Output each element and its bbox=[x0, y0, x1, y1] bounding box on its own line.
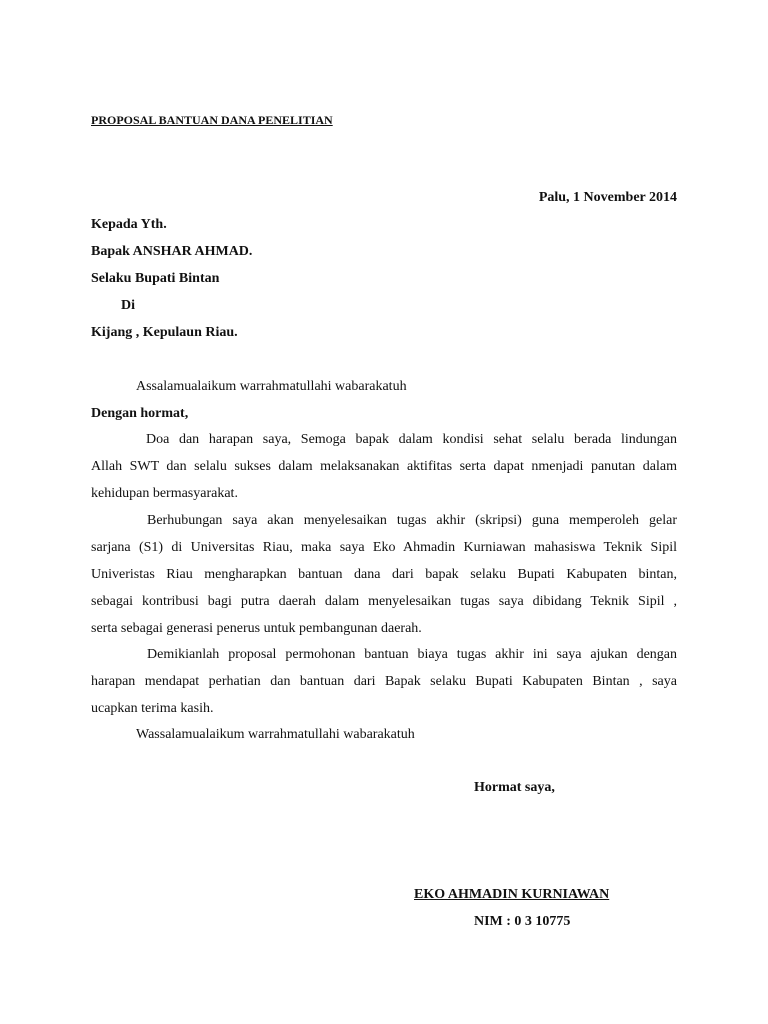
closing-phrase: Hormat saya, bbox=[474, 780, 555, 795]
salutation: Dengan hormat, bbox=[91, 406, 189, 421]
letter-title: PROPOSAL BANTUAN DANA PENELITIAN bbox=[91, 113, 333, 127]
recipient-line-5: Kijang , Kepulaun Riau. bbox=[91, 325, 238, 340]
closing-greeting: Wassalamualaikum warrahmatullahi wabarakatuh bbox=[136, 727, 415, 742]
paragraph-3-line-3: ucapkan terima kasih. bbox=[91, 701, 214, 716]
paragraph-2-line-3: Univeristas Riau mengharapkan bantuan dana dari bapak selaku Bupati Kabupaten bintan, bbox=[91, 567, 677, 582]
recipient-line-1: Kepada Yth. bbox=[91, 217, 167, 232]
paragraph-3-line-2: harapan mendapat perhatian dan bantuan dari Bapak selaku Bupati Kabupaten Bintan , saya bbox=[91, 674, 677, 689]
place-date: Palu, 1 November 2014 bbox=[538, 190, 677, 205]
paragraph-2-line-1: Berhubungan saya akan menyelesaikan tugas akhir (skripsi) guna memperoleh gelar bbox=[147, 513, 677, 528]
paragraph-1-line-2: Allah SWT dan selalu sukses dalam melaksanakan aktifitas serta dapat nmenjadi panutan dalam bbox=[91, 459, 677, 474]
signer-name: EKO AHMADIN KURNIAWAN bbox=[414, 887, 610, 902]
recipient-line-3: Selaku Bupati Bintan bbox=[91, 271, 220, 286]
paragraph-2-line-5: serta sebagai generasi penerus untuk pembangunan daerah. bbox=[91, 621, 422, 636]
paragraph-3-line-1: Demikianlah proposal permohonan bantuan biaya tugas akhir ini saya ajukan dengan bbox=[147, 647, 677, 662]
paragraph-1-line-1: Doa dan harapan saya, Semoga bapak dalam kondisi sehat selalu berada lindungan bbox=[146, 432, 677, 447]
paragraph-1-line-3: kehidupan bermasyarakat. bbox=[91, 486, 238, 501]
signer-nim: NIM : 0 3 10775 bbox=[474, 914, 571, 929]
paragraph-2-line-2: sarjana (S1) di Universitas Riau, maka saya Eko Ahmadin Kurniawan mahasiswa Teknik Sipil bbox=[91, 540, 677, 555]
recipient-line-2: Bapak ANSHAR AHMAD. bbox=[91, 244, 253, 259]
recipient-line-4: Di bbox=[121, 298, 135, 313]
paragraph-2-line-4: sebagai kontribusi bagi putra daerah dalam menyelesaikan tugas saya dibidang Teknik Sipil , bbox=[91, 594, 677, 609]
opening-greeting: Assalamualaikum warrahmatullahi wabarakatuh bbox=[136, 379, 407, 394]
